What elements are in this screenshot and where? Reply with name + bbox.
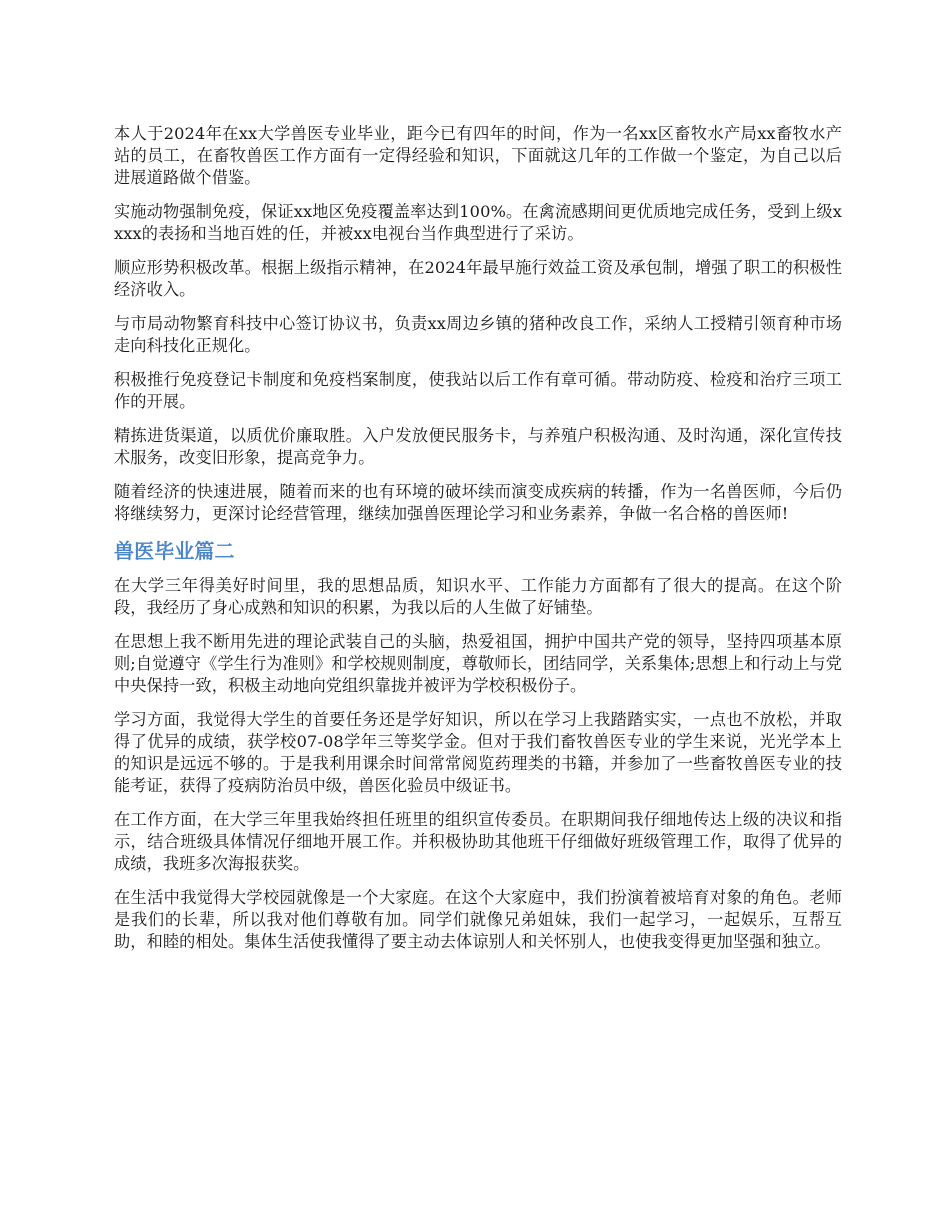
paragraph: 本人于2024年在xx大学兽医专业毕业，距今已有四年的时间，作为一名xx区畜牧水产局xx畜牧水产站的员工，在畜牧兽医工作方面有一定得经验和知识，下面就这几年的工作做一个鉴定，为自己以后进展道路做个借鉴。 <box>114 124 842 187</box>
paragraph: 在思想上我不断用先进的理论武装自己的头脑，热爱祖国，拥护中国共产党的领导，坚持四项基本原则;自觉遵守《学生行为准则》和学校规则制度，尊敬师长，团结同学，关系集体;思想上和行动上与党中央保持一致，积极主动地向党组织靠拢并被评为学校积极份子。 <box>114 632 842 695</box>
section-2 <box>114 537 842 953</box>
paragraph: 随着经济的快速进展，随着而来的也有环境的破坏续而演变成疾病的转播，作为一名兽医师，今后仍将继续努力，更深讨论经营管理，继续加强兽医理论学习和业务素养，争做一名合格的兽医师! <box>114 482 842 523</box>
section-heading: 兽医毕业篇二 <box>114 539 235 563</box>
paragraph: 与市局动物繁育科技中心签订协议书，负责xx周边乡镇的猪种改良工作，采纳人工授精引领育种市场走向科技化正规化。 <box>114 314 842 355</box>
document-body <box>114 123 842 965</box>
paragraph: 在工作方面，在大学三年里我始终担任班里的组织宣传委员。在职期间我仔细地传达上级的决议和指示，结合班级具体情况仔细地开展工作。并积极协助其他班干仔细做好班级管理工作，取得了优异的成绩，我班多次海报获奖。 <box>114 810 842 873</box>
paragraph: 精拣进货渠道，以质优价廉取胜。入户发放便民服务卡，与养殖户积极沟通、及时沟通，深化宣传技术服务，改变旧形象，提高竞争力。 <box>114 426 842 467</box>
paragraph: 在生活中我觉得大学校园就像是一个大家庭。在这个大家庭中，我们扮演着被培育对象的角色。老师是我们的长辈，所以我对他们尊敬有加。同学们就像兄弟姐妹，我们一起学习，一起娱乐，互帮互助，和睦的相处。集体生活使我懂得了要主动去体谅别人和关怀别人，也使我变得更加坚强和独立。 <box>114 888 842 951</box>
section-1 <box>114 123 842 525</box>
paragraph: 学习方面，我觉得大学生的首要任务还是学好知识，所以在学习上我踏踏实实，一点也不放松，并取得了优异的成绩，获学校07-08学年三等奖学金。但对于我们畜牧兽医专业的学生来说，光光学本上的知识是远远不够的。于是我利用课余时间常常阅览药理类的书籍，并参加了一些畜牧兽医专业的技能考证，获得了疫病防治员中级，兽医化验员中级证书。 <box>114 710 842 795</box>
paragraph: 积极推行免疫登记卡制度和免疫档案制度，使我站以后工作有章可循。带动防疫、检疫和治疗三项工作的开展。 <box>114 370 842 411</box>
paragraph: 在大学三年得美好时间里，我的思想品质，知识水平、工作能力方面都有了很大的提高。在这个阶段，我经历了身心成熟和知识的积累，为我以后的人生做了好铺垫。 <box>114 576 842 617</box>
paragraph: 顺应形势积极改革。根据上级指示精神，在2024年最早施行效益工资及承包制，增强了职工的积极性经济收入。 <box>114 258 842 299</box>
paragraph: 实施动物强制免疫，保证xx地区免疫覆盖率达到100%。在禽流感期间更优质地完成任务，受到上级xxxx的表扬和当地百姓的任，并被xx电视台当作典型进行了采访。 <box>114 202 842 243</box>
